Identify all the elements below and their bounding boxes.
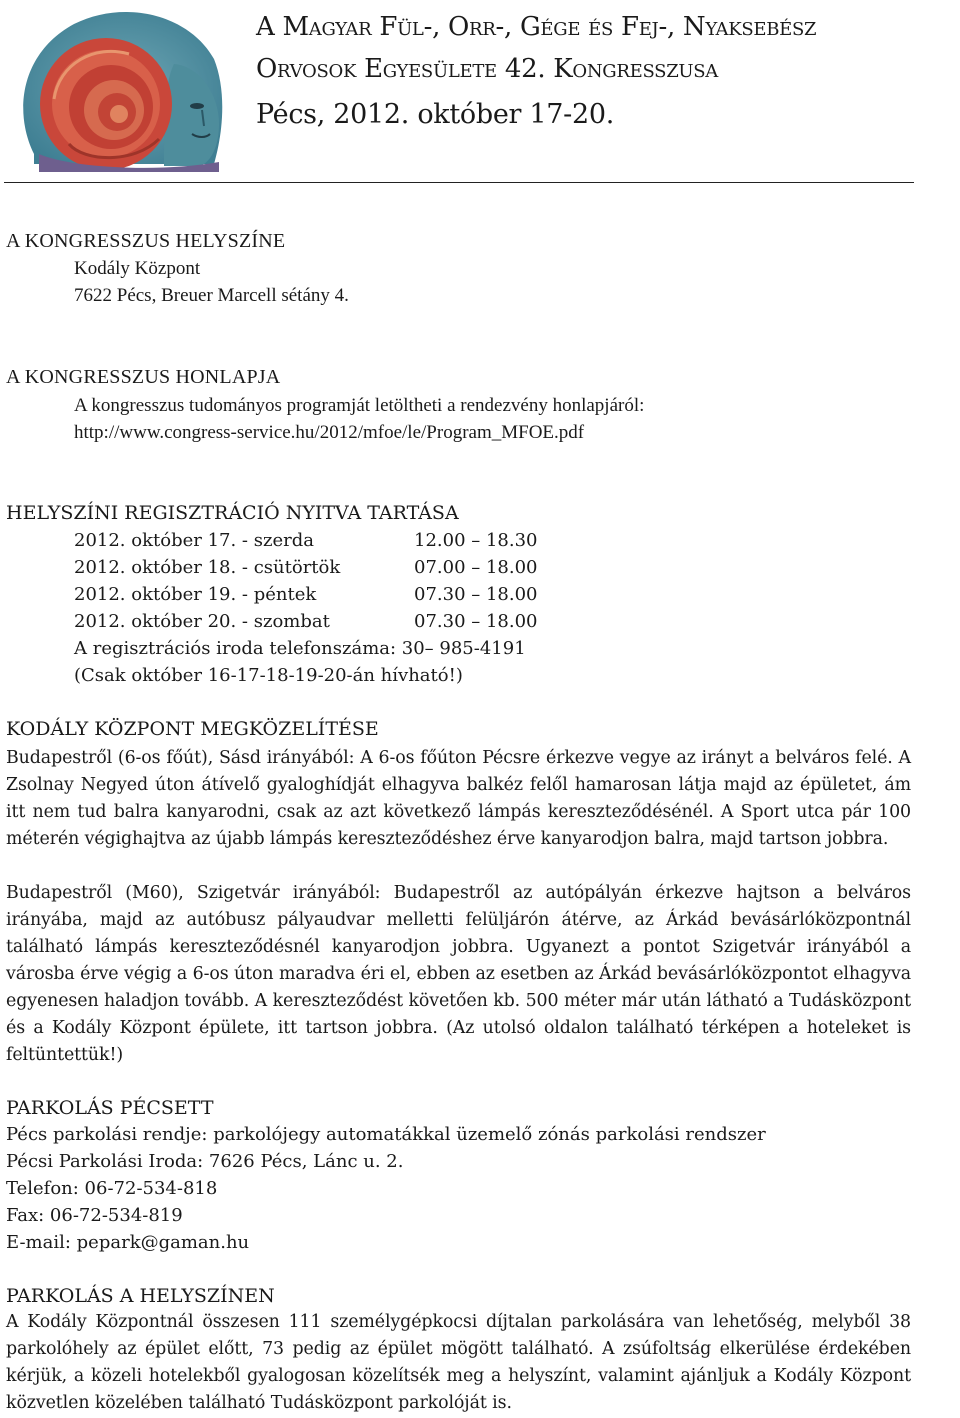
parking-email[interactable]: E-mail: pepark@gaman.hu [6,1232,250,1253]
registration-phone: A regisztrációs iroda telefonszáma: 30– 985-4191 [74,638,526,659]
approach-heading: KODÁLY KÖZPONT MEGKÖZELÍTÉSE [6,718,379,740]
registration-hours: 07.30 – 18.00 [414,584,538,605]
registration-row [74,530,538,551]
registration-row [74,584,538,605]
approach-paragraph-2: Budapestről (M60), Szigetvár irányából: Budapestről az autópályán érkezve hajtson a belváros irányába, majd az autóbusz pályaudvar melletti felüljárón átérve, az Árkád bevásárlóközpontnál található lámpás kereszteződésnél kanyarodjon jobbra. Ugyanezt a pontot Szigetvár irányából a városba érve végig a 6-os úton maradva éri el, ebben az esetben az Árkád bevásárlóközpontot elhagyva egyenesen haladjon tovább. A kereszteződést követően kb. 500 méter már után látható a Tudásközpont és a Kodály Központ épülete, itt tartson jobbra. (Az utolsó oldalon található térképen a hoteleket is feltüntettük!) [6,883,911,1065]
registration-row [74,611,538,632]
header-title-block [256,6,956,140]
congress-title-line-2: Orvosok Egyesülete 42. Kongresszusa [256,54,719,84]
registration-heading: HELYSZÍNI REGISZTRÁCIÓ NYITVA TARTÁSA [6,502,459,524]
website-heading: A KONGRESSZUS HONLAPJA [6,366,281,388]
registration-hours: 07.00 – 18.00 [414,557,538,578]
website-text: A kongresszus tudományos programját letöltheti a rendezvény honlapjáról: [74,395,645,416]
venue-heading: A KONGRESSZUS HELYSZÍNE [6,230,286,252]
parking-office: Pécsi Parkolási Iroda: 7626 Pécs, Lánc u. 2. [6,1151,404,1172]
registration-row [74,557,538,578]
registration-call-note: (Csak október 16-17-18-19-20-án hívható!) [74,665,463,686]
parking-site-heading: PARKOLÁS A HELYSZÍNEN [6,1285,275,1307]
venue-address: 7622 Pécs, Breuer Marcell sétány 4. [74,285,349,306]
header-divider [4,182,914,183]
snail-logo [14,4,228,174]
registration-hours: 07.30 – 18.00 [414,611,538,632]
parking-rules: Pécs parkolási rendje: parkolójegy automatákkal üzemelő zónás parkolási rendszer [6,1124,766,1145]
venue-name: Kodály Központ [74,258,201,279]
congress-title-line-1: A Magyar Fül-, Orr-, Gége és Fej-, Nyaksebész [256,12,817,42]
parking-phone: Telefon: 06-72-534-818 [6,1178,218,1199]
registration-day: 2012. október 18. - csütörtök [74,557,341,578]
registration-day: 2012. október 19. - péntek [74,584,317,605]
parking-pecs-heading: PARKOLÁS PÉCSETT [6,1097,214,1119]
registration-hours: 12.00 – 18.30 [414,530,538,551]
registration-day: 2012. október 17. - szerda [74,530,314,551]
parking-fax: Fax: 06-72-534-819 [6,1205,183,1226]
program-link[interactable]: http://www.congress-service.hu/2012/mfoe/le/Program_MFOE.pdf [74,422,585,443]
congress-date: Pécs, 2012. október 17-20. [256,99,615,130]
approach-paragraph-1: Budapestről (6-os főút), Sásd irányából: A 6-os főúton Pécsre érkezve vegye az irányt a belváros felé. A Zsolnay Negyed úton átívelő gyaloghídját elhagyva balkéz felől hamarosan látja majd az épületet, ám itt nem tud balra kanyarodni, csak az azt következő lámpás kereszteződésénél. A Sport utca pár 100 méterén végighajtva az újabb lámpás kereszteződéshez érve kanyarodjon balra, majd tartson jobbra. [6,748,911,849]
parking-site-paragraph: A Kodály Központnál összesen 111 személygépkocsi díjtalan parkolására van lehetőség, melyből 38 parkolóhely az épület előtt, 73 pedig az épület mögött található. A zsúfoltság elkerülése érdekében kérjük, a közeli hotelekből gyalogosan közelítsék meg a helyszínt, valamint ajánljuk a Kodály Központ közvetlen közelében található Tudásközpont parkolóját is. [6,1312,911,1413]
registration-day: 2012. október 20. - szombat [74,611,330,632]
